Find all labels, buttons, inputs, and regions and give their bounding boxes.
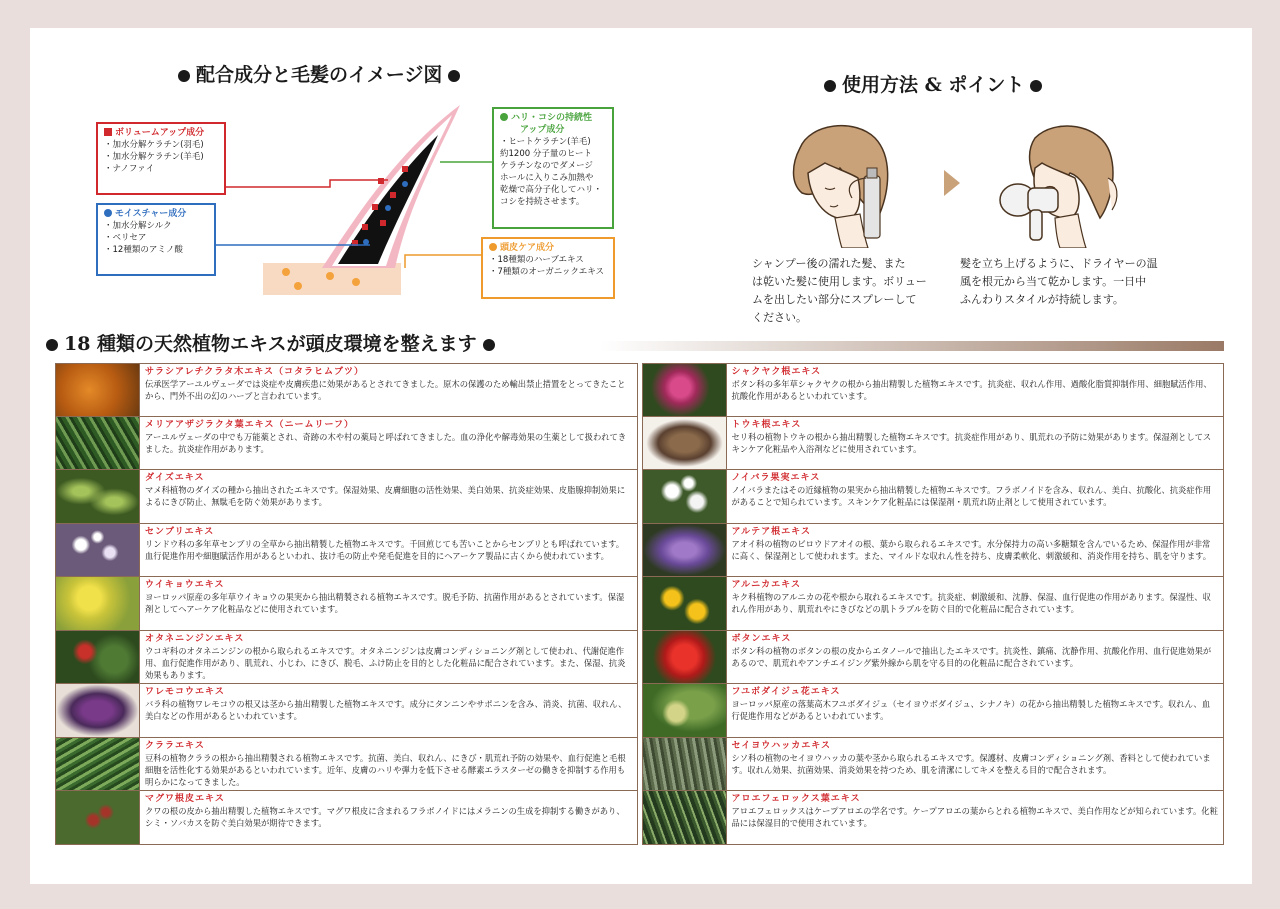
- bullet-icon: [178, 70, 190, 82]
- scalp-dot: [352, 278, 360, 286]
- moisture-particle: [363, 239, 369, 245]
- orange-dot-icon: [489, 243, 497, 251]
- extract-row: マグワ根皮エキス クワの根の皮から抽出精製した植物エキスです。マグワ根皮に含まれるフラボノイドにはメラニンの生成を抑制する働きがあり、シミ・ソバカスを防ぐ美白効果が期待できます。: [55, 791, 638, 845]
- botan-image: [643, 631, 727, 684]
- green-dot-icon: [500, 113, 508, 121]
- diagram-title: 配合成分と毛髪のイメージ図: [172, 60, 466, 87]
- extracts-left-column: [55, 363, 638, 858]
- title-decoration-bar: [600, 341, 1224, 351]
- extract-row: フユボダイジュ花エキス ヨーロッパ原産の落葉高木フユボダイジュ（セイヨウボダイジュ、シナノキ）の花から抽出精製した植物エキスです。収れん、血行促進作用などがあるといわれています。: [642, 684, 1225, 738]
- extract-row: シャクヤク根エキス ボタン科の多年草シャクヤクの根から抽出精製した植物エキスです。抗炎症、収れん作用、過酸化脂質抑制作用、細胞賦活作用、抗酸化作用があるといわれています。: [642, 363, 1225, 417]
- red-square-icon: [104, 128, 112, 136]
- dryer-illustration: [990, 118, 1130, 248]
- spray-illustration: [780, 118, 900, 248]
- volume-particle: [390, 192, 396, 198]
- volume-particle: [378, 178, 384, 184]
- swertia-image: [56, 524, 140, 577]
- usage-title: 使用方法 & ポイント: [818, 70, 1048, 97]
- moisture-particle: [385, 205, 391, 211]
- extract-row: メリアアザジラクタ葉エキス（ニームリーフ） アーユルヴェーダの中でも万能薬とされ、奇跡の木や村の薬局と呼ばれてきました。血の浄化や解毒効果の生薬として扱われてきました。抗炎症作用があります。: [55, 417, 638, 471]
- peony-image: [643, 364, 727, 416]
- extract-row: アロエフェロックス葉エキス アロエフェロックスはケープアロエの学名です。ケープアロエの葉からとれる植物エキスで、美白作用などが知られています。化粧品には保湿目的で使用されています。: [642, 791, 1225, 845]
- extract-row: クララエキス 豆科の植物クララの根から抽出精製される植物エキスです。抗菌、美白、収れん、にきび・肌荒れ予防の効果や、血行促進と毛根細胞を活性化する効果があるといわれています。近年、皮膚のハリや弾力を低下させる酵素エラスターゼの働きを抑制する作用も明らかになってきました。: [55, 738, 638, 792]
- triangle-right-icon: [942, 168, 962, 198]
- scalp-dot: [294, 282, 302, 290]
- firmness-box: ハリ・コシの持続性 アップ成分 ・ヒートケラチン(羊毛) 約1200 分子量のヒート ケラチンなのでダメージ ホールに入りこみ加熱や 乾燥で高分子化してハリ・ コシを持続させます。: [492, 107, 614, 229]
- step1-caption: シャンプー後の濡れた髪、また は乾いた髪に使用します。ボリュー ムを出したい部分にスプレーして ください。: [752, 257, 927, 324]
- sophora-image: [56, 738, 140, 791]
- bullet-icon: [448, 70, 460, 82]
- extract-row: アルニカエキス キク科植物のアルニカの花や根から取れるエキスです。抗炎症、刺激緩和、沈静、保湿、血行促進の作用があります。保湿性、収れん作用があり、肌荒れやにきびなどの肌トラブルを防ぐ目的で化粧品に配合されています。: [642, 577, 1225, 631]
- extract-row: オタネニンジンエキス ウコギ科のオタネニンジンの根から取られるエキスです。オタネニンジンは皮膚コンディショニング剤として使われ、代謝促進作用、血行促進作用があり、肌荒れ、小じわ、にきび、脱毛、ふけ防止を目的とした化粧品に配合されています。また、保湿、抗炎効果もあります。: [55, 631, 638, 685]
- extracts-table: [55, 363, 1224, 858]
- neem-image: [56, 417, 140, 470]
- scalp-dot: [282, 268, 290, 276]
- extracts-title: 18 種類の天然植物エキスが頭皮環境を整えます: [40, 329, 501, 356]
- bullet-icon: [483, 339, 495, 351]
- ginseng-image: [56, 631, 140, 684]
- extract-row: サラシアレチクラタ木エキス（コタラヒムブツ） 伝承医学アーユルヴェーダでは炎症や皮膚疾患に効果があるとされてきました。原木の保護のため輸出禁止措置をとってきたことから、門外不出の幻のハーブと言われています。: [55, 363, 638, 417]
- salacia-image: [56, 364, 140, 416]
- bullet-icon: [824, 80, 836, 92]
- fennel-image: [56, 577, 140, 630]
- extract-row: ダイズエキス マメ科植物のダイズの種から抽出されたエキスです。保湿効果、皮膚細胞の活性効果、美白効果、抗炎症効果、皮脂腺抑制効果によるにきび防止、無駄毛を防ぐ効果があります。: [55, 470, 638, 524]
- aloe-image: [643, 791, 727, 844]
- volume-particle: [402, 166, 408, 172]
- bullet-icon: [1030, 80, 1042, 92]
- extract-row: センブリエキス リンドウ科の多年草センブリの全草から抽出精製した植物エキスです。千回煎じても苦いことからセンブリとも呼ばれています。血行促進作用や細胞賦活作用があるといわれ、抜け毛の防止や発毛促進を目的にヘアーケア製品に古くから使われています。: [55, 524, 638, 578]
- extracts-right-column: [642, 363, 1225, 858]
- moisture-box: モイスチャー成分 ・加水分解シルク ・ベリセア ・12種類のアミノ酸: [96, 203, 216, 276]
- extract-row: トウキ根エキス セリ科の植物トウキの根から抽出精製した植物エキスです。抗炎症作用があり、肌荒れの予防に効果があります。保湿剤としてスキンケア化粧品や入浴剤などに使用されています。: [642, 417, 1225, 471]
- blue-dot-icon: [104, 209, 112, 217]
- volume-particle: [372, 204, 378, 210]
- scalp-box: 頭皮ケア成分 ・18種類のハーブエキス ・7種類のオーガニックエキス: [481, 237, 615, 299]
- extract-row: アルテア根エキス アオイ科の植物のビロウドアオイの根、葉から取られるエキスです。水分保持力の高い多糖類を含んでいるため、保湿作用が非常に高く、保湿剤として使われます。また、マイルドな収れん性を持ち、皮膚柔軟化、刺激緩和、消炎作用を持ち、肌を守ります。: [642, 524, 1225, 578]
- soybean-image: [56, 470, 140, 523]
- rose-image: [643, 470, 727, 523]
- volume-particle: [362, 224, 368, 230]
- moisture-particle: [402, 181, 408, 187]
- peppermint-image: [643, 738, 727, 791]
- volume-particle: [380, 220, 386, 226]
- scalp-connector: [405, 255, 481, 268]
- extract-row: ウイキョウエキス ヨーロッパ原産の多年草ウイキョウの果実から抽出精製される植物エキスです。脱毛予防、抗菌作用があるとされています。保湿剤としてヘアーケア化粧品などに使用されています。: [55, 577, 638, 631]
- mulberry-image: [56, 791, 140, 844]
- volume-connector: [225, 180, 388, 187]
- scalp-dot: [326, 272, 334, 280]
- volume-box: ボリュームアップ成分 ・加水分解ケラチン(羽毛) ・加水分解ケラチン(羊毛) ・ナノファイ: [96, 122, 226, 195]
- bullet-icon: [46, 339, 58, 351]
- althea-image: [643, 524, 727, 577]
- step2-caption: 髪を立ち上げるように、ドライヤーの温 風を根元から当て乾かします。一日中 ふんわりスタイルが持続します。: [960, 257, 1158, 306]
- extract-row: ボタンエキス ボタン科の植物のボタンの根の皮からエタノールで抽出したエキスです。抗炎性、鎮痛、沈静作用、抗酸化作用、血行促進効果があるので、肌荒れやアンチエイジング紫外線から肌を守る目的の化粧品に配合されています。: [642, 631, 1225, 685]
- extract-row: セイヨウハッカエキス シソ科の植物のセイヨウハッカの葉や茎から取られるエキスです。保護材、皮膚コンディショニング剤、香料として使われています。収れん効果、抗菌効果、消炎効果を持つため、肌を清潔にしてキメを整える目的で配合されます。: [642, 738, 1225, 792]
- extract-row: ノイバラ果実エキス ノイバラまたはその近縁植物の果実から抽出精製した植物エキスです。フラボノイドを含み、収れん、美白、抗酸化、抗炎症作用があることで知られています。スキンケア化粧品には保湿剤・肌荒れ防止剤として使用されています。: [642, 470, 1225, 524]
- arnica-image: [643, 577, 727, 630]
- angelica-image: [643, 417, 727, 470]
- linden-image: [643, 684, 727, 737]
- extract-row: ワレモコウエキス バラ科の植物ワレモコウの根又は茎から抽出精製した植物エキスです。成分にタンニンやサポニンを含み、消炎、抗菌、収れん、美白などの作用があるといわれています。: [55, 684, 638, 738]
- burnet-image: [56, 684, 140, 737]
